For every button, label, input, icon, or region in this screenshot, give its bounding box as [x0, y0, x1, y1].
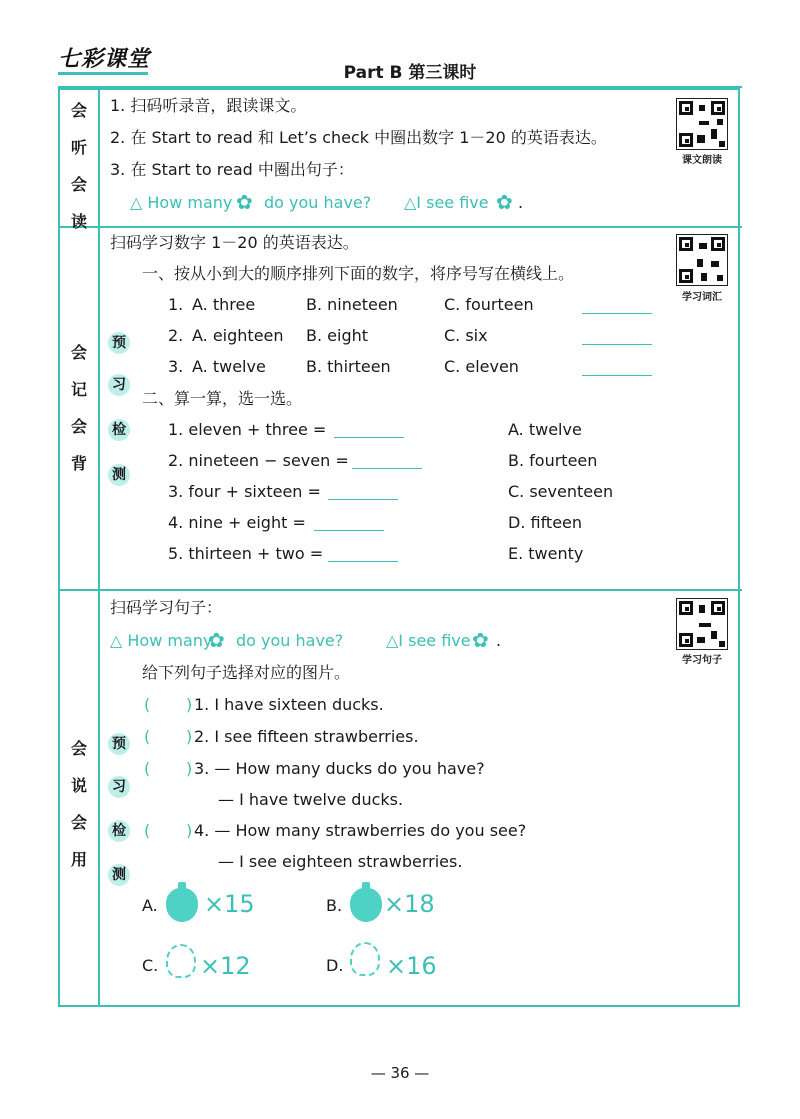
badge-check-2: 测 — [108, 864, 130, 886]
badge-preview-2: 习 — [108, 374, 130, 396]
s1-sentence-a-end: do you have? — [264, 193, 372, 212]
answer-blank[interactable] — [328, 561, 398, 562]
side-label-listen-read: 会 听 会 读 — [70, 101, 87, 231]
question-2: 2. I see fifteen strawberries. — [194, 727, 419, 746]
option-c-count: ×12 — [200, 952, 251, 980]
paren-close: ) — [186, 759, 193, 778]
qr-caption: 学习句子 — [682, 655, 722, 666]
answer-blank[interactable] — [334, 437, 404, 438]
calc-option-e: E. twenty — [508, 544, 584, 563]
question-4-answer: — I see eighteen strawberries. — [218, 852, 463, 871]
qr-code-icon[interactable] — [676, 598, 728, 650]
answer-blank[interactable] — [582, 313, 652, 314]
order-row-3-a: A. twelve — [192, 357, 266, 376]
option-a-label: A. — [142, 896, 158, 915]
order-row-2-num: 2. — [168, 326, 184, 345]
answer-blank[interactable] — [328, 499, 398, 500]
order-row-3-num: 3. — [168, 357, 184, 376]
strawberry-icon — [166, 888, 198, 922]
flower-icon: ✿ — [208, 628, 225, 652]
s2-part1-title: 一、按从小到大的顺序排列下面的数字，将序号写在横线上。 — [142, 264, 575, 283]
calc-row-5: 5. thirteen + two = — [168, 544, 324, 563]
brand-underline — [58, 72, 148, 75]
calc-row-1: 1. eleven + three = — [168, 420, 327, 439]
s1-sentence-b-end: . — [518, 193, 524, 212]
s3-intro: 扫码学习句子： — [110, 598, 223, 617]
s2-part2-title: 二、算一算，选一选。 — [142, 389, 303, 408]
badge-preview-1: 预 — [108, 733, 130, 755]
calc-row-4: 4. nine + eight = — [168, 513, 306, 532]
order-row-1-b: B. nineteen — [306, 295, 398, 314]
paren-open: ( — [144, 759, 151, 778]
brand-logo: 七彩课堂 — [58, 46, 151, 72]
option-d-label: D. — [326, 956, 344, 975]
paren-close: ) — [186, 727, 193, 746]
flower-icon: ✿ — [236, 190, 253, 214]
s1-item-2: 2. 在 Start to read 和 Let’s check 中圈出数字 1－20 的英语表达。 — [110, 128, 607, 147]
order-row-2-c: C. six — [444, 326, 488, 345]
flower-icon: ✿ — [496, 190, 513, 214]
s3-sentence-b-end: . — [496, 631, 502, 650]
qr-caption: 课文朗读 — [682, 155, 722, 166]
calc-option-b: B. fourteen — [508, 451, 598, 470]
option-b-count: ×18 — [384, 890, 435, 918]
answer-blank[interactable] — [314, 530, 384, 531]
paren-close: ) — [186, 695, 193, 714]
s1-sentence-a-start: △ How many — [130, 193, 233, 212]
side-label-speak-use: 会 说 会 用 — [70, 739, 87, 869]
qr-code-icon[interactable] — [676, 98, 728, 150]
order-row-2-a: A. eighteen — [192, 326, 284, 345]
question-3: 3. — How many ducks do you have? — [194, 759, 485, 778]
qr-caption: 学习词汇 — [682, 292, 722, 303]
badge-preview-1: 预 — [108, 332, 130, 354]
s3-sentence-a-start: △ How many — [110, 631, 213, 650]
badge-preview-2: 习 — [108, 776, 130, 798]
s1-sentence-b-start: △I see five — [404, 193, 489, 212]
paren-close: ) — [186, 821, 193, 840]
question-3-answer: — I have twelve ducks. — [218, 790, 404, 809]
row-divider-2 — [58, 589, 742, 591]
s2-intro: 扫码学习数字 1－20 的英语表达。 — [110, 233, 359, 252]
badge-check-1: 检 — [108, 820, 130, 842]
order-row-2-b: B. eight — [306, 326, 369, 345]
side-label-memorize: 会 记 会 背 — [70, 343, 87, 473]
calc-option-c: C. seventeen — [508, 482, 614, 501]
calc-row-2: 2. nineteen − seven = — [168, 451, 349, 470]
paren-open: ( — [144, 695, 151, 714]
calc-option-d: D. fifteen — [508, 513, 583, 532]
answer-blank[interactable] — [582, 344, 652, 345]
strawberry-icon — [350, 888, 382, 922]
paren-open: ( — [144, 727, 151, 746]
flower-icon: ✿ — [472, 628, 489, 652]
badge-check-2: 测 — [108, 464, 130, 486]
s3-sentence-a-end: do you have? — [236, 631, 344, 650]
calc-option-a: A. twelve — [508, 420, 582, 439]
order-row-3-b: B. thirteen — [306, 357, 391, 376]
question-4: 4. — How many strawberries do you see? — [194, 821, 527, 840]
s1-item-3: 3. 在 Start to read 中圈出句子： — [110, 160, 354, 179]
order-row-1-a: A. three — [192, 295, 256, 314]
s3-sentence-b-start: △I see five — [386, 631, 471, 650]
order-row-1-num: 1. — [168, 295, 184, 314]
option-d-count: ×16 — [386, 952, 437, 980]
qr-code-icon[interactable] — [676, 234, 728, 286]
option-a-count: ×15 — [204, 890, 255, 918]
question-1: 1. I have sixteen ducks. — [194, 695, 384, 714]
duck-icon — [166, 944, 196, 978]
order-row-1-c: C. fourteen — [444, 295, 534, 314]
option-c-label: C. — [142, 956, 159, 975]
order-row-3-c: C. eleven — [444, 357, 519, 376]
s1-item-1: 1. 扫码听录音，跟读课文。 — [110, 96, 307, 115]
s3-instruction: 给下列句子选择对应的图片。 — [142, 663, 351, 682]
page-number: — 36 — — [370, 1064, 430, 1082]
paren-open: ( — [144, 821, 151, 840]
page-title: Part B 第三课时 — [343, 63, 477, 83]
row-divider-1 — [58, 226, 742, 228]
answer-blank[interactable] — [582, 375, 652, 376]
badge-check-1: 检 — [108, 419, 130, 441]
calc-row-3: 3. four + sixteen = — [168, 482, 321, 501]
option-b-label: B. — [326, 896, 343, 915]
duck-icon — [350, 942, 380, 976]
answer-blank[interactable] — [352, 468, 422, 469]
